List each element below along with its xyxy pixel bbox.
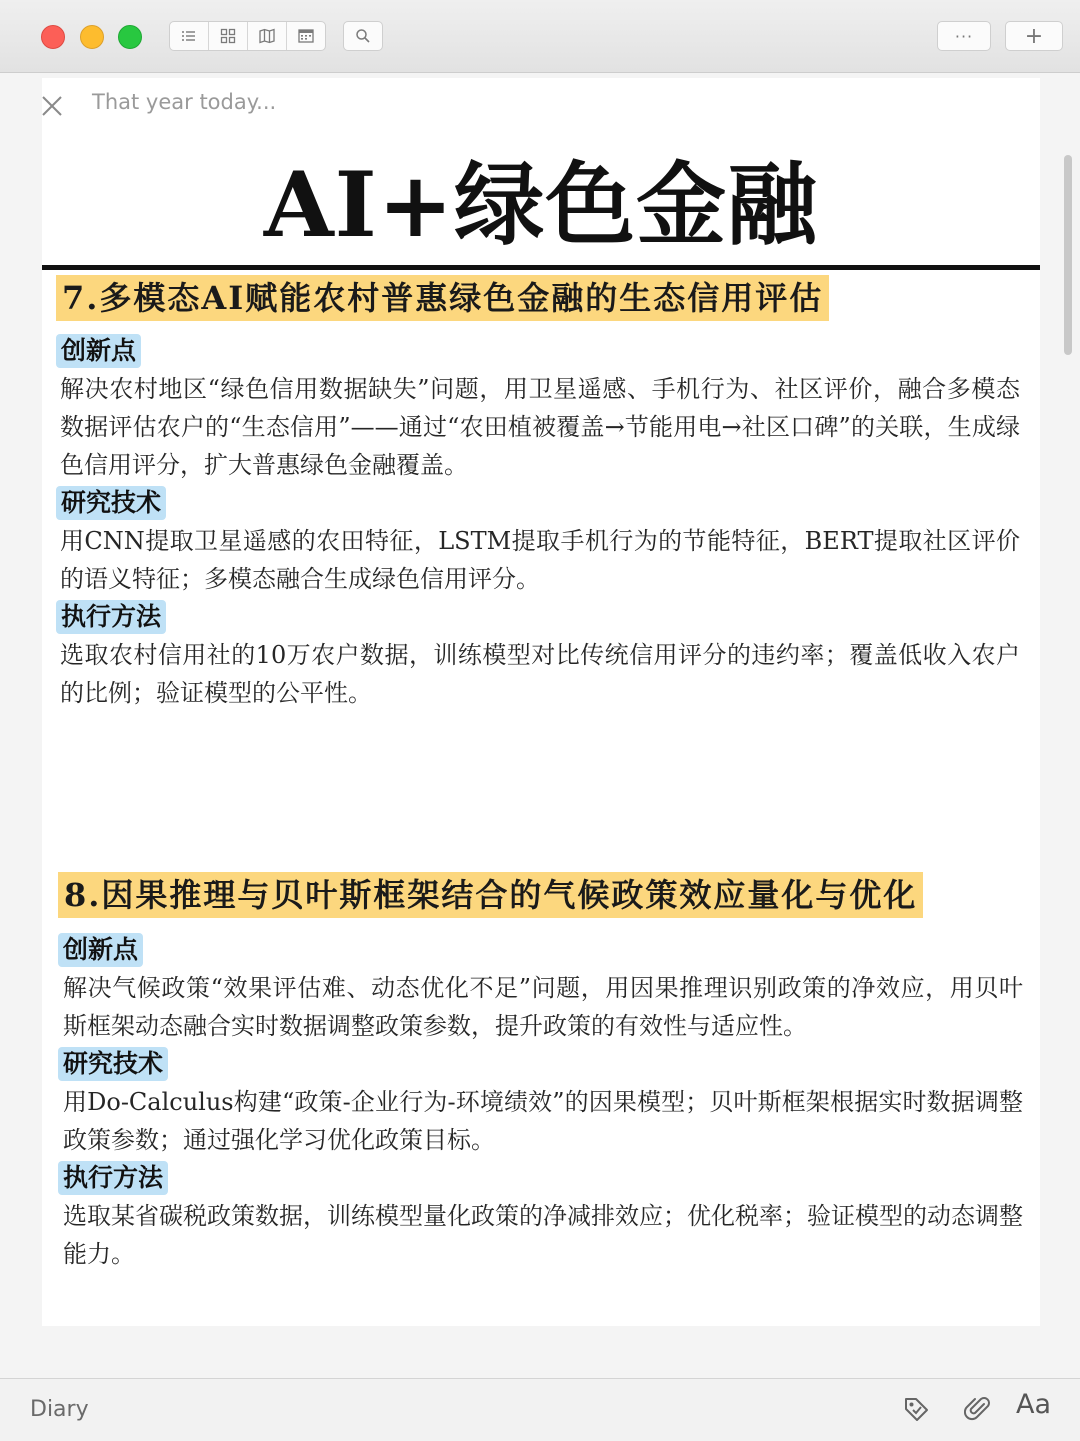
- close-window-button[interactable]: [41, 25, 65, 49]
- innovation-label: 创新点: [58, 933, 143, 967]
- calendar-view-button[interactable]: [287, 22, 325, 50]
- close-icon[interactable]: [40, 94, 64, 118]
- zoom-window-button[interactable]: [118, 25, 142, 49]
- technique-label: 研究技术: [56, 486, 166, 520]
- view-switcher: [169, 21, 326, 51]
- innovation-text: 解决农村地区“绿色信用数据缺失”问题，用卫星遥感、手机行为、社区评价，融合多模态数据评估农户的“生态信用”——通过“农田植被覆盖→节能用电→社区口碑”的关联，生成绿色信用评分，扩大普惠绿色金融覆盖。: [60, 375, 1020, 479]
- minimize-window-button[interactable]: [80, 25, 104, 49]
- list-view-button[interactable]: [170, 22, 209, 50]
- window-titlebar: [0, 0, 1080, 73]
- bottom-toolbar: [0, 1378, 1080, 1441]
- innovation-label: 创新点: [56, 334, 141, 368]
- tag-icon[interactable]: [902, 1395, 930, 1423]
- attachment-icon[interactable]: [964, 1395, 992, 1423]
- technique-label: 研究技术: [58, 1047, 168, 1081]
- section-heading: 8.因果推理与贝叶斯框架结合的气候政策效应量化与优化: [58, 872, 923, 918]
- map-view-button[interactable]: [248, 22, 287, 50]
- method-label: 执行方法: [56, 600, 166, 634]
- section-heading: 7.多模态AI赋能农村普惠绿色金融的生态信用评估: [56, 275, 829, 321]
- map-icon: [258, 27, 276, 45]
- method-label: 执行方法: [58, 1161, 168, 1195]
- search-button[interactable]: [344, 22, 382, 50]
- add-group: [1005, 21, 1063, 51]
- search-group: [343, 21, 383, 51]
- entry-title-placeholder[interactable]: That year today...: [92, 90, 277, 114]
- more-icon: ···: [954, 26, 974, 46]
- grid-view-button[interactable]: [209, 22, 248, 50]
- more-button[interactable]: [938, 22, 990, 50]
- calendar-icon: [297, 27, 315, 45]
- search-icon: [354, 27, 372, 45]
- method-text: 选取某省碳税政策数据，训练模型量化政策的净减排效应；优化税率；验证模型的动态调整能力。: [63, 1202, 1023, 1268]
- add-entry-button[interactable]: [1006, 22, 1062, 50]
- grid-icon: [219, 27, 237, 45]
- journal-selector[interactable]: Diary: [30, 1397, 89, 1422]
- technique-text: 用Do-Calculus构建“政策-企业行为-环境绩效”的因果模型；贝叶斯框架根据实时数据调整政策参数；通过强化学习优化政策目标。: [63, 1088, 1023, 1154]
- technique-text: 用CNN提取卫星遥感的农田特征，LSTM提取手机行为的节能特征，BERT提取社区评价的语义特征；多模态融合生成绿色信用评分。: [60, 527, 1020, 593]
- scrollbar[interactable]: [1064, 155, 1072, 355]
- plus-icon: +: [1024, 23, 1044, 49]
- title-divider: [42, 265, 1040, 270]
- list-icon: [180, 27, 198, 45]
- document-title: AI+绿色金融: [263, 152, 819, 258]
- font-settings-button[interactable]: Aa: [1016, 1389, 1052, 1420]
- more-group: [937, 21, 991, 51]
- innovation-text: 解决气候政策“效果评估难、动态优化不足”问题，用因果推理识别政策的净效应，用贝叶斯框架动态融合实时数据调整政策参数，提升政策的有效性与适应性。: [63, 974, 1023, 1040]
- method-text: 选取农村信用社的10万农户数据，训练模型对比传统信用评分的违约率；覆盖低收入农户的比例；验证模型的公平性。: [60, 641, 1020, 707]
